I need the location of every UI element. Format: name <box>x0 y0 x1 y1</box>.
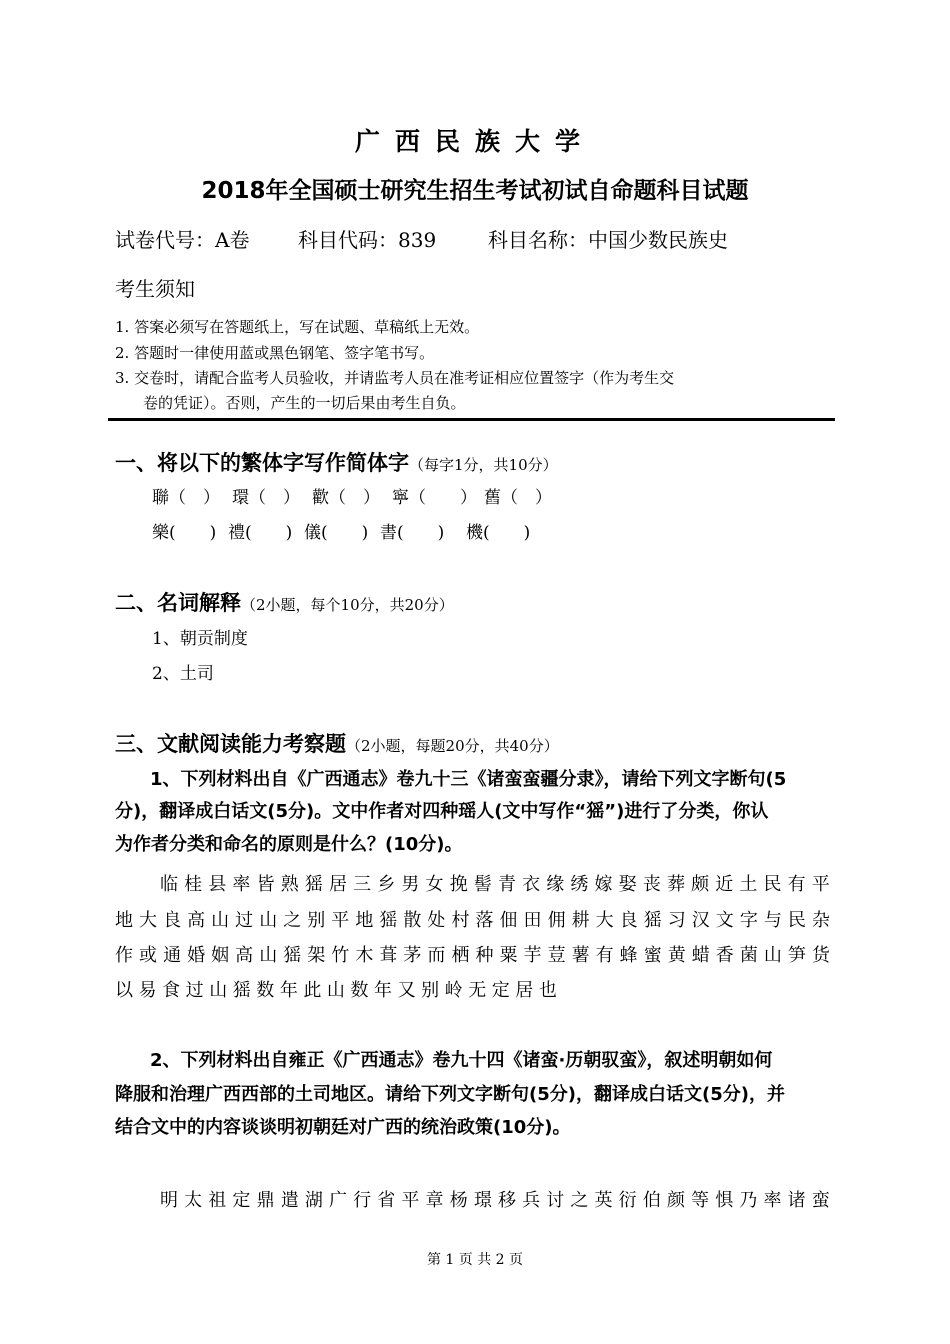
passage-char: 明 <box>160 1190 178 1211</box>
passage-char: 衣 <box>522 874 541 895</box>
passage-char: 而 <box>427 945 446 966</box>
trad-char-item: 書( ) <box>380 523 445 543</box>
section3-title <box>115 728 559 758</box>
q1-passage-line <box>115 976 557 1002</box>
passage-char: 婚 <box>187 945 206 966</box>
section2-subtitle: （2小题，每个10分，共20分） <box>241 596 454 614</box>
passage-char: 居 <box>328 874 347 895</box>
passage-char: 行 <box>353 1190 372 1211</box>
passage-char: 土 <box>739 874 758 895</box>
passage-char: 种 <box>475 945 494 966</box>
passage-char: 湖 <box>304 1190 323 1211</box>
trad-char-item: 環（ ） <box>232 488 300 508</box>
passage-char: 过 <box>235 910 254 931</box>
passage-char: 皆 <box>256 874 275 895</box>
passage-char: 落 <box>475 910 494 931</box>
passage-char: 黄 <box>667 945 686 966</box>
passage-char: 平 <box>401 1190 420 1211</box>
section1-row1 <box>152 483 564 508</box>
passage-char: 笋 <box>787 945 806 966</box>
passage-char: 通 <box>163 945 182 966</box>
section3-q1-line2: 分)，翻译成白话文(5分)。文中作者对四种瑶人(文中写作“猺”)进行了分类，你认 <box>115 801 769 822</box>
passage-char: 栖 <box>451 945 470 966</box>
passage-char: 猺 <box>232 980 251 1001</box>
passage-char: 猺 <box>643 910 662 931</box>
passage-char: 杂 <box>811 910 830 931</box>
passage-char: 鼎 <box>256 1190 275 1211</box>
passage-char: 村 <box>451 910 470 931</box>
section3-q2-line1: 2、下列材料出自雍正《广西通志》卷九十四《诸蛮·历朝驭蛮》，叙述明朝如何 <box>150 1050 773 1071</box>
passage-char: 木 <box>355 945 374 966</box>
section1-row2 <box>152 518 542 543</box>
passage-char: 之 <box>283 910 302 931</box>
passage-char: 菌 <box>739 945 758 966</box>
passage-char: 桂 <box>184 874 203 895</box>
trad-char-item: 儀( ) <box>304 523 369 543</box>
trad-char-item: 機( ) <box>466 523 531 543</box>
section1-heading: 一、将以下的繁体字写作简体字 <box>115 451 409 475</box>
passage-char: 良 <box>619 910 638 931</box>
passage-char: 兵 <box>522 1190 541 1211</box>
passage-char: 茅 <box>403 945 422 966</box>
passage-char: 高 <box>187 910 206 931</box>
passage-char: 缘 <box>546 874 565 895</box>
passage-char: 高 <box>235 945 254 966</box>
notice-title: 考生须知 <box>115 277 195 301</box>
passage-char: 山 <box>211 910 230 931</box>
passage-char: 地 <box>355 910 374 931</box>
passage-char: 架 <box>307 945 326 966</box>
passage-char: 有 <box>787 874 806 895</box>
passage-char: 与 <box>763 910 782 931</box>
q1-passage-line <box>115 941 830 967</box>
passage-char: 年 <box>374 980 393 1001</box>
passage-char: 香 <box>715 945 734 966</box>
passage-char: 别 <box>421 980 440 1001</box>
passage-char: 乡 <box>377 874 396 895</box>
q1-passage-line <box>160 870 830 896</box>
passage-char: 惧 <box>715 1190 734 1211</box>
passage-char: 无 <box>468 980 487 1001</box>
passage-char: 璟 <box>473 1190 492 1211</box>
passage-char: 此 <box>303 980 322 1001</box>
q1-passage-line <box>115 906 830 932</box>
exam-title: 2018年全国硕士研究生招生考试初试自命题科目试题 <box>201 178 749 204</box>
passage-char: 伯 <box>642 1190 661 1211</box>
passage-char: 平 <box>811 874 830 895</box>
passage-char: 近 <box>715 874 734 895</box>
passage-char: 耕 <box>571 910 590 931</box>
passage-char: 居 <box>515 980 534 1001</box>
passage-char: 地 <box>115 910 133 931</box>
passage-char: 颜 <box>666 1190 685 1211</box>
section1-subtitle: （每字1分，共10分） <box>409 456 558 474</box>
passage-char: 民 <box>787 910 806 931</box>
university-title: 广西民族大学 <box>354 127 595 156</box>
passage-char: 字 <box>739 910 758 931</box>
passage-char: 食 <box>162 980 181 1001</box>
passage-char: 佣 <box>547 910 566 931</box>
section3-q2-line3: 结合文中的内容谈谈明初朝廷对广西的统治政策(10分)。 <box>115 1117 571 1138</box>
page-footer: 第 1 页 共 2 页 <box>426 1252 524 1268</box>
passage-char: 山 <box>209 980 228 1001</box>
passage-char: 田 <box>523 910 542 931</box>
passage-char: 诸 <box>787 1190 806 1211</box>
passage-char: 山 <box>326 980 345 1001</box>
passage-char: 竹 <box>331 945 350 966</box>
passage-char: 临 <box>160 874 178 895</box>
passage-char: 处 <box>427 910 446 931</box>
passage-char: 颇 <box>691 874 710 895</box>
passage-char: 民 <box>763 874 782 895</box>
section3-heading: 三、文献阅读能力考察题 <box>115 732 346 756</box>
passage-char: 葺 <box>379 945 398 966</box>
passage-char: 也 <box>538 980 557 1001</box>
passage-char: 男 <box>401 874 420 895</box>
passage-char: 葬 <box>666 874 685 895</box>
paper-code: 试卷代号：A卷 <box>115 228 250 252</box>
passage-char: 遣 <box>280 1190 299 1211</box>
passage-char: 又 <box>397 980 416 1001</box>
trad-char-item: 歡（ ） <box>312 488 380 508</box>
passage-char: 等 <box>691 1190 710 1211</box>
passage-char: 三 <box>353 874 372 895</box>
notice-item-3-cont: 卷的凭证）。否则，产生的一切后果由考生自负。 <box>143 394 466 412</box>
trad-char-item: 舊（ ） <box>484 488 552 508</box>
passage-char: 文 <box>715 910 734 931</box>
passage-char: 粟 <box>499 945 518 966</box>
passage-char: 货 <box>811 945 830 966</box>
passage-char: 移 <box>497 1190 516 1211</box>
section2-title <box>115 587 454 617</box>
notice-item-1: 1. 答案必须写在答题纸上，写在试题、草稿纸上无效。 <box>115 318 480 336</box>
section1-title <box>115 447 558 477</box>
passage-char: 之 <box>570 1190 589 1211</box>
passage-char: 薯 <box>571 945 590 966</box>
section2-question-1: 1、朝贡制度 <box>152 629 248 649</box>
passage-char: 大 <box>139 910 158 931</box>
passage-char: 太 <box>184 1190 203 1211</box>
passage-char: 别 <box>307 910 326 931</box>
section3-subtitle: （2小题，每题20分，共40分） <box>346 737 559 755</box>
section3-q1-line3: 为作者分类和命名的原则是什么？(10分)。 <box>115 834 463 855</box>
passage-char: 青 <box>497 874 516 895</box>
q2-passage-line <box>160 1186 830 1212</box>
passage-char: 率 <box>763 1190 782 1211</box>
passage-char: 猺 <box>304 874 323 895</box>
section3-q2-line2: 降服和治理广西西部的土司地区。请给下列文字断句(5分)，翻译成白话文(5分)，并 <box>115 1084 785 1105</box>
passage-char: 有 <box>595 945 614 966</box>
passage-char: 数 <box>350 980 369 1001</box>
passage-char: 讨 <box>546 1190 565 1211</box>
passage-char: 年 <box>279 980 298 1001</box>
passage-char: 髻 <box>473 874 492 895</box>
passage-char: 芋 <box>523 945 542 966</box>
trad-char-item: 禮( ) <box>228 523 293 543</box>
passage-char: 蜡 <box>691 945 710 966</box>
passage-char: 县 <box>208 874 227 895</box>
passage-char: 大 <box>595 910 614 931</box>
passage-char: 荳 <box>547 945 566 966</box>
subject-code: 科目代码：839 <box>298 228 437 252</box>
passage-char: 嫁 <box>594 874 613 895</box>
passage-char: 佃 <box>499 910 518 931</box>
passage-char: 蜜 <box>643 945 662 966</box>
divider-rule <box>108 418 835 421</box>
trad-char-item: 寧（ ） <box>392 488 477 508</box>
passage-char: 良 <box>163 910 182 931</box>
passage-char: 或 <box>139 945 158 966</box>
passage-char: 率 <box>232 874 251 895</box>
passage-char: 猺 <box>379 910 398 931</box>
section2-heading: 二、名词解释 <box>115 591 241 615</box>
passage-char: 平 <box>331 910 350 931</box>
passage-char: 散 <box>403 910 422 931</box>
notice-item-3: 3. 交卷时，请配合监考人员验收，并请监考人员在准考证相应位置签字（作为考生交 <box>115 369 675 387</box>
passage-char: 山 <box>259 945 278 966</box>
section2-question-2: 2、土司 <box>152 664 214 684</box>
passage-char: 挽 <box>449 874 468 895</box>
passage-char: 数 <box>256 980 275 1001</box>
passage-char: 定 <box>232 1190 251 1211</box>
passage-char: 丧 <box>642 874 661 895</box>
passage-char: 姻 <box>211 945 230 966</box>
passage-char: 山 <box>259 910 278 931</box>
passage-char: 易 <box>138 980 157 1001</box>
passage-char: 娶 <box>618 874 637 895</box>
trad-char-item: 聯（ ） <box>152 488 220 508</box>
passage-char: 衍 <box>618 1190 637 1211</box>
section3-q1-line1: 1、下列材料出自《广西通志》卷九十三《诸蛮蛮疆分隶》，请给下列文字断句(5 <box>150 769 787 790</box>
passage-char: 女 <box>425 874 444 895</box>
notice-item-2: 2. 答题时一律使用蓝或黑色钢笔、签字笔书写。 <box>115 344 435 362</box>
passage-char: 岭 <box>444 980 463 1001</box>
passage-char: 蛮 <box>811 1190 830 1211</box>
passage-char: 以 <box>115 980 133 1001</box>
passage-char: 祖 <box>208 1190 227 1211</box>
passage-char: 英 <box>594 1190 613 1211</box>
passage-char: 定 <box>491 980 510 1001</box>
passage-char: 过 <box>185 980 204 1001</box>
passage-char: 省 <box>377 1190 396 1211</box>
passage-char: 蜂 <box>619 945 638 966</box>
passage-char: 熟 <box>280 874 299 895</box>
passage-char: 绣 <box>570 874 589 895</box>
passage-char: 猺 <box>283 945 302 966</box>
trad-char-item: 樂( ) <box>152 523 217 543</box>
passage-char: 乃 <box>739 1190 758 1211</box>
passage-char: 作 <box>115 945 133 966</box>
passage-char: 杨 <box>449 1190 468 1211</box>
passage-char: 汉 <box>691 910 710 931</box>
passage-char: 习 <box>667 910 686 931</box>
passage-char: 章 <box>425 1190 444 1211</box>
passage-char: 广 <box>328 1190 347 1211</box>
passage-char: 山 <box>763 945 782 966</box>
subject-name: 科目名称：中国少数民族史 <box>488 228 728 252</box>
